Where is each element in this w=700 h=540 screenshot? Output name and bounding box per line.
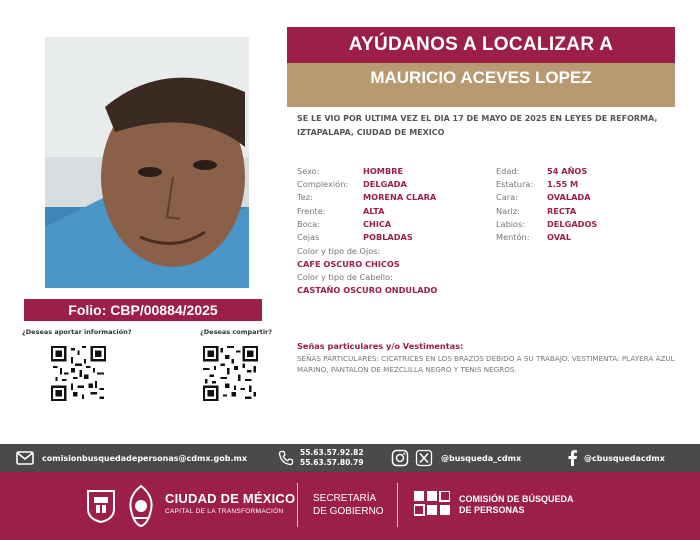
last-seen-text: SE LE VIO POR ULTIMA VEZ EL DIA 17 DE MAYO DE 2025 EN LEYES DE REFORMA, IZTAPALAPA, CIUDAD DE MEXICO bbox=[297, 114, 658, 137]
detail-sexo-value bbox=[363, 166, 403, 177]
footer-divider-1 bbox=[297, 483, 298, 527]
detail-label: Boca: bbox=[297, 219, 320, 229]
phone-numbers bbox=[300, 448, 364, 468]
detail-boca bbox=[297, 219, 320, 230]
detail-label: Mentón: bbox=[496, 232, 530, 242]
detail-edad-value bbox=[547, 166, 587, 177]
mail-icon bbox=[16, 451, 34, 465]
hair-label-text: Color y tipo de Cabello: bbox=[297, 272, 393, 282]
person-photo bbox=[45, 37, 249, 288]
phone-icon bbox=[278, 450, 294, 466]
secretaria-text bbox=[313, 492, 384, 518]
cdmx-shield-logo bbox=[86, 489, 116, 528]
footer-divider-2 bbox=[397, 483, 398, 527]
secretaria-line-2: DE GOBIERNO bbox=[313, 506, 384, 517]
cdmx-subtitle: CAPITAL DE LA TRANSFORMACIÓN bbox=[165, 508, 284, 515]
x-icon[interactable] bbox=[415, 449, 433, 467]
qr-code-info[interactable] bbox=[51, 346, 106, 401]
detail-value: POBLADAS bbox=[363, 232, 413, 242]
senas-title: Señas particulares y/o Vestimentas: bbox=[297, 341, 464, 351]
detail-value: OVALADA bbox=[547, 192, 591, 202]
hair-value-text: CASTAÑO OSCURO ONDULADO bbox=[297, 285, 438, 295]
comision-line-1: COMISIÓN DE BÚSQUEDA bbox=[459, 494, 574, 504]
detail-labios-value bbox=[547, 219, 597, 230]
detail-estatura bbox=[496, 179, 533, 190]
detail-cara-value bbox=[547, 192, 591, 203]
folio-label: Folio: CBP/00884/2025 bbox=[24, 299, 262, 321]
detail-value: HOMBRE bbox=[363, 166, 404, 176]
phone-number-2[interactable]: 55.63.57.80.79 bbox=[300, 458, 364, 467]
senas-text: SEÑAS PARTICULARES: CICATRICES EN LOS BRAZOS DEBIDO A SU TRABAJO. VESTIMENTA: PLAYERA AZUL MARINO, PANTALON DE MEZCLILLA NEGRO Y TENIS NEGROS. bbox=[297, 354, 675, 374]
phone-number-1[interactable]: 55.63.57.92.82 bbox=[300, 448, 364, 457]
detail-sexo bbox=[297, 166, 319, 177]
detail-tez bbox=[297, 192, 313, 203]
detail-label: Complexión: bbox=[297, 179, 349, 189]
detail-label: Labios: bbox=[496, 219, 526, 229]
comision-logo bbox=[414, 491, 450, 522]
detail-frente-value bbox=[363, 206, 384, 217]
detail-value: CHICA bbox=[363, 219, 392, 229]
detail-complexion bbox=[297, 179, 348, 190]
detail-value: MORENA CLARA bbox=[363, 192, 437, 202]
detail-value: ALTA bbox=[363, 206, 385, 216]
person-name: MAURICIO ACEVES LOPEZ bbox=[287, 63, 675, 107]
detail-label: Edad: bbox=[496, 166, 520, 176]
footer bbox=[0, 472, 700, 540]
detail-menton bbox=[496, 232, 529, 243]
detail-label: Tez: bbox=[297, 192, 313, 202]
social-handle-2[interactable]: @cbusquedacdmx bbox=[584, 453, 665, 463]
detail-label: Cara: bbox=[496, 192, 518, 202]
cdmx-emblem-logo bbox=[124, 484, 158, 533]
instagram-icon[interactable] bbox=[391, 449, 409, 467]
social-contact-1[interactable] bbox=[391, 444, 521, 472]
detail-complexion-value bbox=[363, 179, 407, 190]
detail-value: 1.55 M bbox=[547, 179, 579, 189]
detail-nariz bbox=[496, 206, 520, 217]
qr-share-label: ¿Deseas compartir? bbox=[200, 328, 273, 336]
detail-value: RECTA bbox=[547, 206, 577, 216]
email-text[interactable]: comisionbusquedadepersonas@cdmx.gob.mx bbox=[42, 453, 248, 463]
detail-label: Estatura: bbox=[496, 179, 534, 189]
detail-value: 54 AÑOS bbox=[547, 166, 588, 176]
detail-boca-value bbox=[363, 219, 391, 230]
facebook-icon[interactable] bbox=[566, 449, 578, 467]
detail-cara bbox=[496, 192, 518, 203]
social-contact-2[interactable] bbox=[566, 444, 665, 472]
eyes-label bbox=[297, 246, 380, 257]
contact-bar bbox=[0, 444, 700, 472]
detail-tez-value bbox=[363, 192, 436, 203]
detail-value: DELGADOS bbox=[547, 219, 598, 229]
detail-menton-value bbox=[547, 232, 571, 243]
detail-estatura-value bbox=[547, 179, 578, 190]
detail-value: OVAL bbox=[547, 232, 572, 242]
phone-contact[interactable] bbox=[278, 444, 364, 472]
detail-edad bbox=[496, 166, 519, 177]
detail-label: Sexo: bbox=[297, 166, 320, 176]
eyes-label-text: Color y tipo de Ojos: bbox=[297, 246, 381, 256]
hair-value bbox=[297, 285, 437, 296]
email-contact[interactable] bbox=[16, 444, 247, 472]
comision-text bbox=[459, 494, 574, 516]
social-handle-1[interactable]: @busqueda_cdmx bbox=[441, 453, 522, 463]
cdmx-title: CIUDAD DE MÉXICO bbox=[165, 491, 296, 506]
secretaria-line-1: SECRETARÍA bbox=[313, 493, 377, 504]
detail-label: Frente: bbox=[297, 206, 326, 216]
detail-nariz-value bbox=[547, 206, 576, 217]
detail-cejas bbox=[297, 232, 319, 243]
detail-label: Cejas bbox=[297, 232, 320, 242]
comision-line-2: DE PERSONAS bbox=[459, 505, 525, 515]
qr-info-label: ¿Deseas aportar información? bbox=[22, 328, 132, 336]
detail-cejas-value bbox=[363, 232, 413, 243]
detail-frente bbox=[297, 206, 326, 217]
detail-labios bbox=[496, 219, 525, 230]
detail-label: Nariz: bbox=[496, 206, 520, 216]
qr-code-share[interactable] bbox=[203, 346, 258, 401]
hair-label bbox=[297, 272, 393, 283]
eyes-value bbox=[297, 259, 400, 270]
eyes-value-text: CAFE OSCURO CHICOS bbox=[297, 259, 400, 269]
header-title: AYÚDANOS A LOCALIZAR A bbox=[287, 27, 675, 63]
detail-value: DELGADA bbox=[363, 179, 407, 189]
